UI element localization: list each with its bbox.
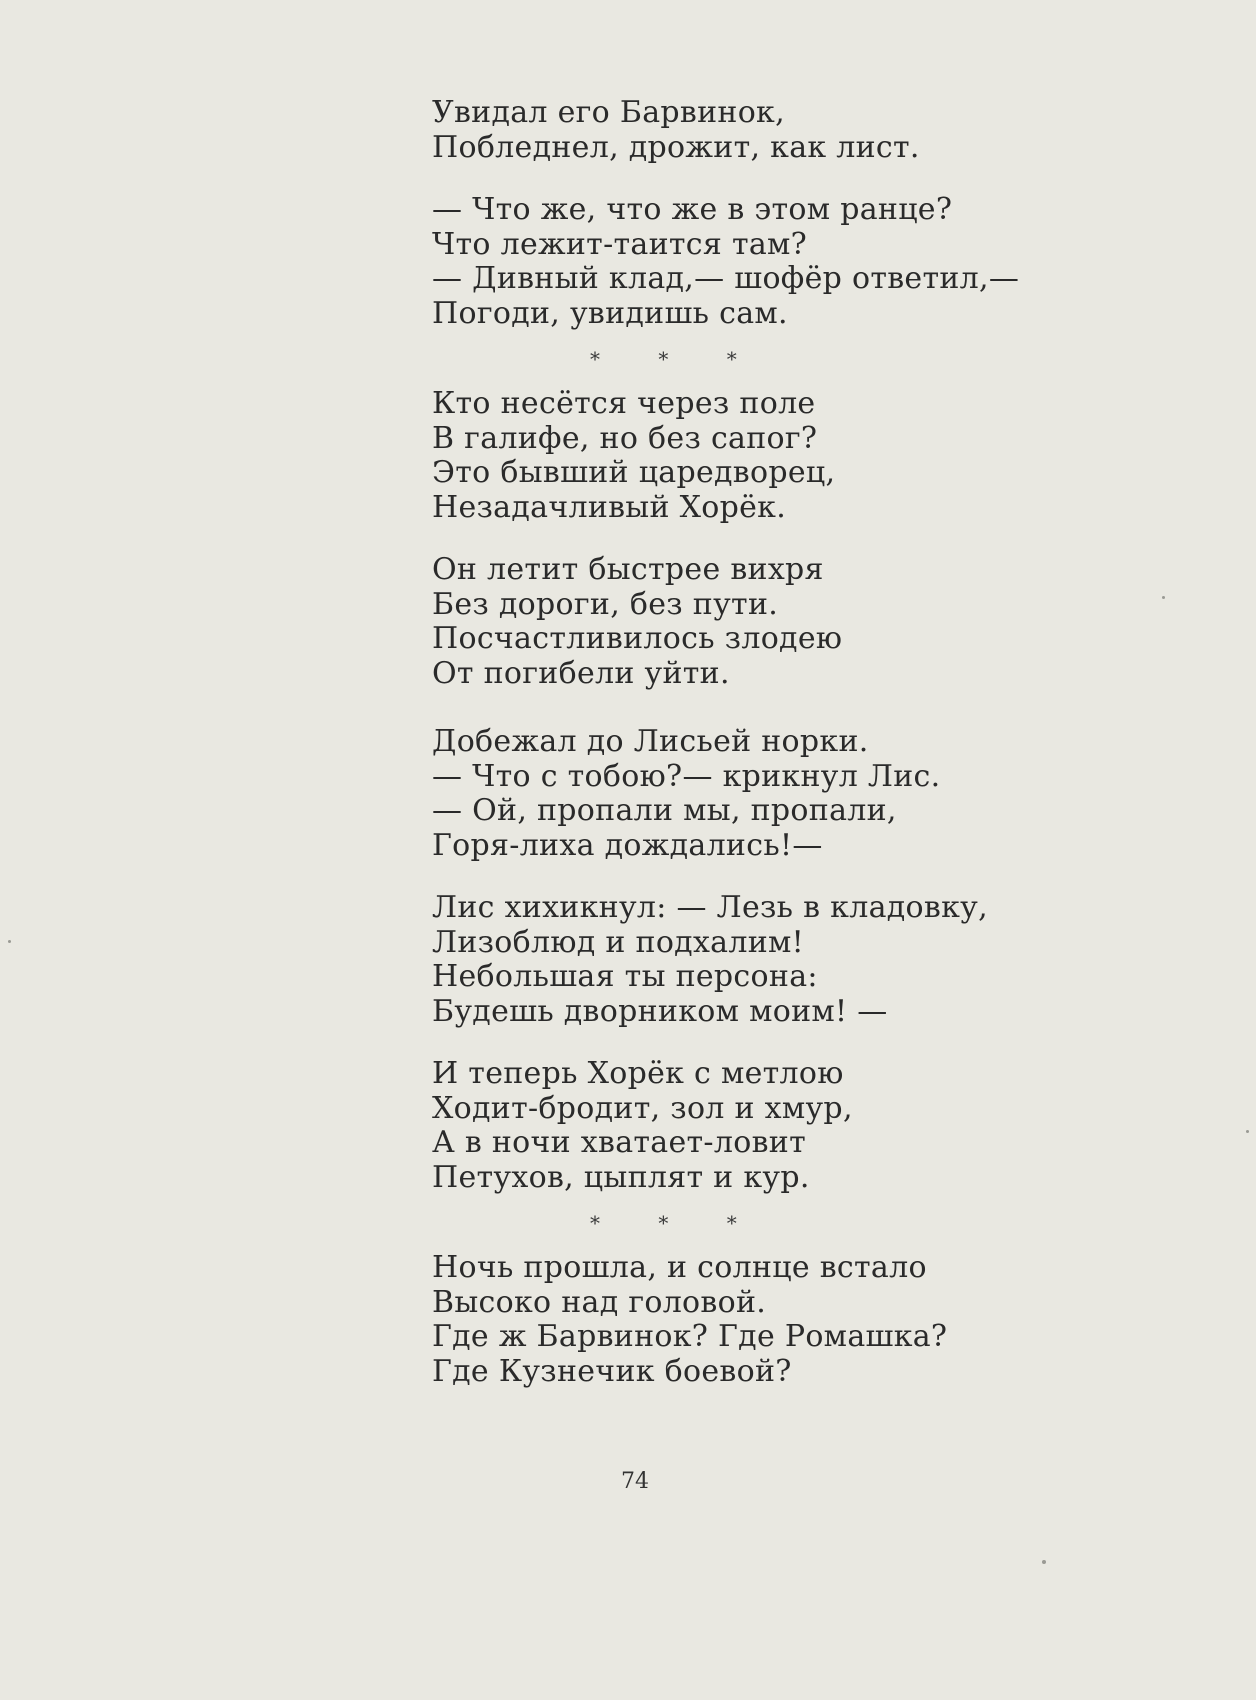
- poem-line: Без дороги, без пути.: [432, 586, 779, 622]
- poem-text: [432, 96, 1132, 1389]
- stanza-2: [432, 193, 1132, 331]
- poem-line: Где ж Барвинок? Где Ромашка?: [432, 1319, 948, 1354]
- poem-line: И теперь Хорёк с метлою: [432, 1056, 844, 1091]
- poem-line: Где Кузнечик боевой?: [432, 1353, 792, 1389]
- poem-line: Ночь прошла, и солнце встало: [432, 1250, 927, 1285]
- poem-line: Будешь дворником моим! —: [432, 993, 888, 1029]
- poem-line: Петухов, цыплят и кур.: [432, 1159, 810, 1195]
- poem-line: — Ой, пропали мы, пропали,: [432, 793, 897, 828]
- poem-line: Что лежит-таится там?: [432, 226, 808, 262]
- poem-line: Посчастливилось злодею: [432, 621, 843, 656]
- stanza-1: [432, 96, 1132, 165]
- poem-line: Побледнел, дрожит, как лист.: [432, 129, 920, 165]
- paper-speck: [1246, 1130, 1249, 1133]
- poem-line: Он летит быстрее вихря: [432, 552, 824, 587]
- poem-line: Кто несётся через поле: [432, 386, 816, 421]
- poem-line: Незадачливый Хорёк.: [432, 489, 787, 525]
- stanza-7: [432, 1057, 1132, 1195]
- paper-speck: [8, 940, 11, 943]
- poem-line: Ходит-бродит, зол и хмур,: [432, 1090, 853, 1126]
- poem-line: От погибели уйти.: [432, 655, 730, 691]
- poem-line: Погоди, увидишь сам.: [432, 295, 788, 331]
- poem-line: Небольшая ты персона:: [432, 959, 818, 994]
- stanza-5: [432, 725, 1132, 863]
- poem-line: Лис хихикнул: — Лезь в кладовку,: [432, 890, 988, 925]
- poem-line: Лизоблюд и подхалим!: [432, 924, 805, 960]
- page-number: 74: [621, 1469, 649, 1494]
- poem-line: В галифе, но без сапог?: [432, 420, 818, 456]
- poem-line: Добежал до Лисьей норки.: [432, 724, 869, 759]
- paper-speck: [1162, 596, 1165, 599]
- stanza-8: [432, 1251, 1132, 1389]
- section-separator: * * *: [590, 347, 763, 371]
- poem-line: — Что же, что же в этом ранце?: [432, 192, 953, 227]
- poem-line: Это бывший царедворец,: [432, 455, 836, 490]
- paper-speck: [1042, 1560, 1046, 1564]
- poem-line: — Дивный клад,— шофёр ответил,—: [432, 261, 1020, 296]
- poem-line: — Что с тобою?— крикнул Лис.: [432, 758, 941, 794]
- section-separator: * * *: [590, 1211, 763, 1235]
- poem-line: Горя-лиха дождались!—: [432, 827, 823, 863]
- poem-line: Высоко над головой.: [432, 1284, 767, 1320]
- poem-line: А в ночи хватает-ловит: [432, 1125, 806, 1160]
- stanza-3: [432, 387, 1132, 525]
- poem-line: Увидал его Барвинок,: [432, 95, 785, 130]
- stanza-4: [432, 553, 1132, 691]
- stanza-6: [432, 891, 1132, 1029]
